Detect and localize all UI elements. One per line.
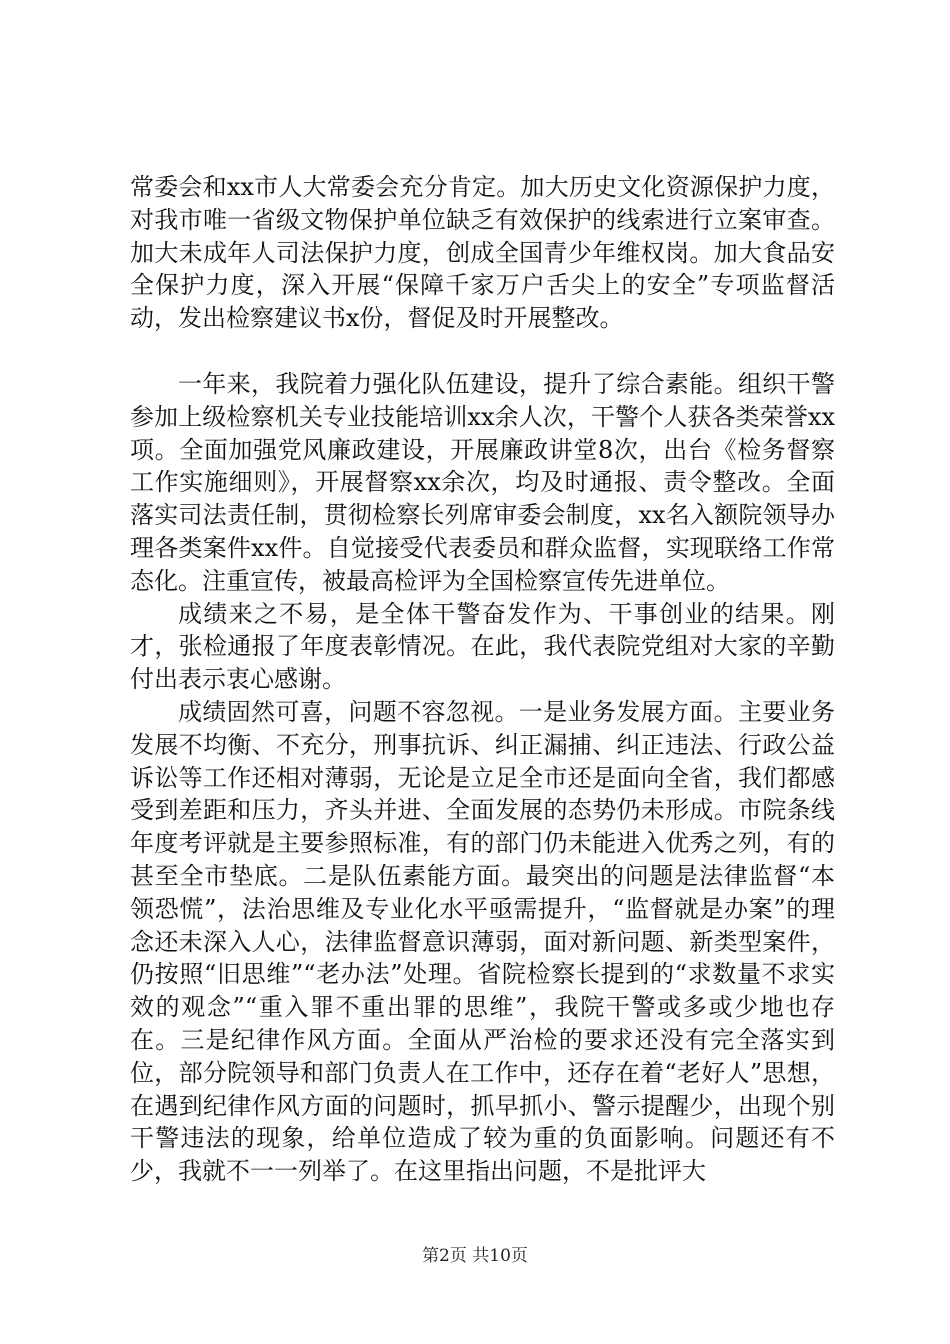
paragraph-4: 成绩固然可喜，问题不容忽视。一是业务发展方面。主要业务发展不均衡、不充分，刑事抗诉、纠正漏捕、纠正违法、行政公益诉讼等工作还相对薄弱，无论是立足全市还是面向全省，我们都感受到差距和压力，齐头并进、全面发展的态势仍未形成。市院条线年度考评就是主要参照标准，有的部门仍未能进入优秀之列，有的甚至全市垫底。二是队伍素能方面。最突出的问题是法律监督“本领恐慌”，法治思维及专业化水平亟需提升，“监督就是办案”的理念还未深入人心，法律监督意识薄弱，面对新问题、新类型案件，仍按照“旧思维”“老办法”处理。省院检察长提到的“求数量不求实效的观念”“重入罪不重出罪的思维”，我院干警或多或少地也存在。三是纪律作风方面。全面从严治检的要求还没有完全落实到位，部分院领导和部门负责人在工作中，还存在着“老好人”思想，在遇到纪律作风方面的问题时，抓早抓小、警示提醒少，出现个别干警违法的现象，给单位造成了较为重的负面影响。问题还有不少，我就不一一列举了。在这里指出问题，不是批评大: [130, 697, 835, 1186]
paragraph-gap: [130, 335, 835, 368]
paragraph-3: 成绩来之不易，是全体干警奋发作为、干事创业的结果。刚才，张检通报了年度表彰情况。在此，我代表院党组对大家的辛勤付出表示衷心感谢。: [130, 599, 835, 694]
paragraph-2: 一年来，我院着力强化队伍建设，提升了综合素能。组织干警参加上级检察机关专业技能培训xx余人次，干警个人获各类荣誉xx项。全面加强党风廉政建设，开展廉政讲堂8次，出台《检务督察工作实施细则》，开展督察xx余次，均及时通报、责令整改。全面落实司法责任制，贯彻检察长列席审委会制度，xx名入额院领导办理各类案件xx件。自觉接受代表委员和群众监督，实现联络工作常态化。注重宣传，被最高检评为全国检察宣传先进单位。: [130, 369, 835, 595]
page-footer: 第2页 共10页: [422, 1246, 528, 1266]
document-body: [130, 171, 835, 1188]
paragraph-1: 常委会和xx市人大常委会充分肯定。加大历史文化资源保护力度，对我市唯一省级文物保护单位缺乏有效保护的线索进行立案审查。加大未成年人司法保护力度，创成全国青少年维权岗。加大食品安全保护力度，深入开展“保障千家万户舌尖上的安全”专项监督活动，发出检察建议书x份，督促及时开展整改。: [130, 173, 835, 333]
